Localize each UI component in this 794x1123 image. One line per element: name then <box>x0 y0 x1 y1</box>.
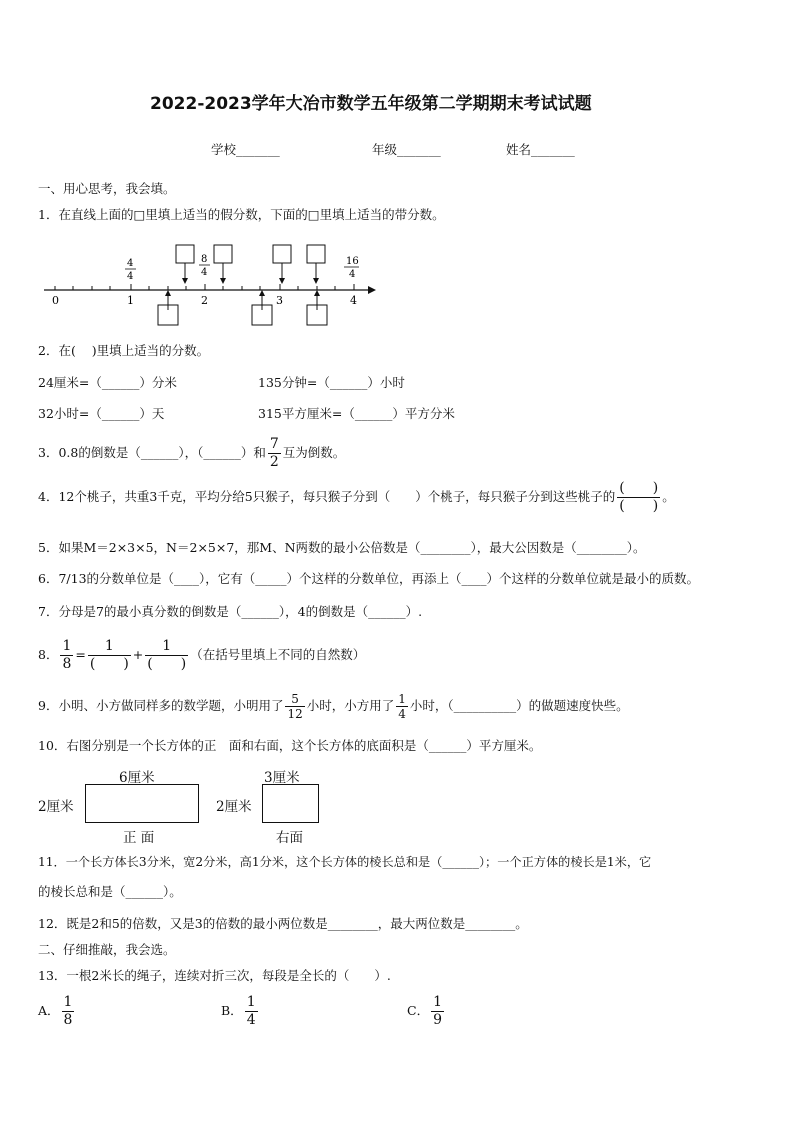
section-2-heading: 二、仔细推敲，我会选。 <box>38 942 176 957</box>
axis-ticks <box>55 284 354 290</box>
question-9: 9．小明、小方做同样多的数学题，小明用了 $\frac{5}{12}$ 小时，小方用了 $\frac{1}{4}$ 小时，（__________）的做题速度快些。 <box>38 692 629 721</box>
fraction-blank: $\frac{( )}{( )}$ <box>619 480 659 514</box>
question-2c: 32小时=（______）天 <box>38 406 165 421</box>
front-top-label: 6厘米 <box>119 770 155 786</box>
number-line-figure <box>38 238 378 332</box>
question-3: 3．0.8的倒数是（______），（______）和 $\frac{7}{2}$ 互为倒数。 <box>38 436 346 470</box>
question-8: 8． $\frac{1}{8}$ = $\frac{1}{( )}$ + $\frac{1}{( )}$ （在括号里填上不同的自然数） <box>38 638 366 672</box>
page-title: 2022-2023学年大冶市数学五年级第二学期期末考试试题 <box>150 94 592 114</box>
frac-4-4-den: 4 <box>127 271 134 282</box>
section-1-heading: 一、用心思考，我会填。 <box>38 181 176 196</box>
axis-label-0: 0 <box>52 294 59 307</box>
right-face-rect <box>262 784 319 823</box>
frac-16-4-den: 4 <box>349 269 356 280</box>
front-caption: 正 面 <box>123 830 155 846</box>
question-5: 5．如果M＝2×3×5，N＝2×5×7，那M、N两数的最小公倍数是（________），最大公因数是（________）。 <box>38 540 646 555</box>
question-7: 7．分母是7的最小真分数的倒数是（______），4的倒数是（______）. <box>38 604 423 619</box>
question-11b: 的棱长总和是（______）。 <box>38 884 182 899</box>
answer-box-top-2[interactable] <box>214 245 232 263</box>
frac-4-4-num: 4 <box>127 258 134 269</box>
answer-box-top-4[interactable] <box>307 245 325 263</box>
right-left-label: 2厘米 <box>216 799 252 815</box>
option-a[interactable]: A． $\frac{1}{8}$ <box>38 994 73 1028</box>
question-2: 2．在( )里填上适当的分数。 <box>38 343 210 358</box>
frac-8-4-num: 8 <box>201 254 208 265</box>
axis-label-2: 2 <box>201 294 208 307</box>
school-field[interactable]: 学校_______ <box>211 142 280 157</box>
question-2d: 315平方厘米=（______）平方分米 <box>258 406 455 421</box>
question-2a: 24厘米=（______）分米 <box>38 375 177 390</box>
option-b[interactable]: B． $\frac{1}{4}$ <box>221 994 256 1028</box>
axis-label-3: 3 <box>276 294 283 307</box>
question-10: 10．右图分别是一个长方体的正 面和右面，这个长方体的底面积是（______）平方厘米。 <box>38 738 542 753</box>
axis-label-4: 4 <box>350 294 357 307</box>
axis-label-1: 1 <box>127 294 134 307</box>
right-top-label: 3厘米 <box>264 770 300 786</box>
front-left-label: 2厘米 <box>38 799 74 815</box>
grade-field[interactable]: 年级_______ <box>372 142 441 157</box>
question-11a: 11．一个长方体长3分米，宽2分米，高1分米，这个长方体的棱长总和是（______）；一个正方体的棱长是1米，它 <box>38 855 652 869</box>
question-2b: 135分钟=（______）小时 <box>258 375 405 390</box>
front-face-rect <box>85 784 199 823</box>
question-1: 1．在直线上面的□里填上适当的假分数，下面的□里填上适当的带分数。 <box>38 207 445 222</box>
frac-16-4-num: 16 <box>346 256 359 267</box>
question-12: 12．既是2和5的倍数，又是3的倍数的最小两位数是________，最大两位数是________。 <box>38 916 528 931</box>
frac-8-4-den: 4 <box>201 267 208 278</box>
question-4: 4．12个桃子，共重3千克，平均分给5只猴子，每只猴子分到（ ）个桃子，每只猴子分到这些桃子的 $\frac{( )}{( )}$ 。 <box>38 480 675 514</box>
name-field[interactable]: 姓名_______ <box>506 142 575 157</box>
question-13: 13．一根2米长的绳子，连续对折三次，每段是全长的（ ）. <box>38 968 391 983</box>
answer-box-top-3[interactable] <box>273 245 291 263</box>
answer-box-top-1[interactable] <box>176 245 194 263</box>
fraction-7-2: $\frac{7}{2}$ <box>269 436 279 470</box>
question-6: 6．7/13的分数单位是（____），它有（_____）个这样的分数单位，再添上（____）个这样的分数单位就是最小的质数。 <box>38 571 700 586</box>
option-c[interactable]: C． $\frac{1}{9}$ <box>407 994 442 1028</box>
right-caption: 右面 <box>276 830 303 846</box>
